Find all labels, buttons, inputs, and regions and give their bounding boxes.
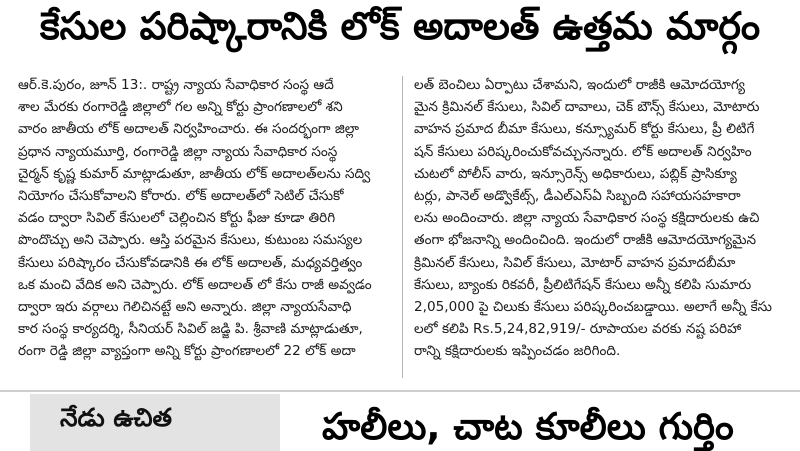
article-left-column (18, 74, 392, 384)
article-right-column (414, 74, 786, 384)
next-article-headline: హలీలు, చాట కూలీలు గుర్తిం (322, 405, 734, 448)
left-column-line: కేసులు పరిష్కారం చేసుకోవడానికి ఈ లోక్ అదాలత్, మధ్యవర్తిత్వం (18, 254, 363, 271)
right-column-line: చుటలో పోలీస్ వారు, ఇన్సూరెన్స్ అధికారులు, పబ్లిక్ ప్రాసిక్యూ (414, 165, 737, 182)
left-column-line: వడం ద్వారా సివిల్ కేసులలో చెల్లించిన కోర్టు ఫీజు కూడా తిరిగి (18, 210, 336, 227)
section-divider (0, 390, 800, 392)
column-divider (402, 76, 403, 378)
left-column-line: వారం జాతీయ లోక్ అదాలత్ నిర్వహించారు. ఈ సందర్భంగా జిల్లా (18, 121, 360, 138)
right-column-line: కేసులు, బ్యాంకు రికవరీ, ప్రీలిటిగేషన్ కేసులు అన్నీ కలిపి సుమారు (414, 276, 752, 293)
right-column-line: తంగా భోజనాన్ని అందించింది. ఇందులో రాజీకి ఆమోదయోగ్యమైన (414, 232, 757, 249)
left-column-line: ఆర్.కె.పురం, జూన్ 13:. రాష్ట్ర న్యాయ సేవాధికార సంస్థ ఆదే (18, 77, 334, 93)
right-column-line: వాహన ప్రమాద బీమా కేసులు, కన్స్యూమర్ కోర్టు కేసులు, ప్రీ లిటిగే (414, 121, 755, 138)
right-column-line: లత్ బెంచిలు ఏర్పాటు చేశామని, ఇందులో రాజీకి ఆమోదయోగ్య (414, 77, 745, 93)
left-column-line: ప్రధాన న్యాయమూర్తి, రంగారెడ్డి జిల్లా న్యాయ సేవాధికార సంస్థ (18, 143, 338, 160)
left-column-line: శాల మేరకు రంగారెడ్డి జిల్లాలో గల అన్ని కోర్టు ప్రాంగణాలలో శని (18, 99, 343, 116)
right-column-line: లను అందించారు. జిల్లా న్యాయ సేవాధికార సంస్థ కక్షిదారులకు ఉచి (414, 210, 760, 227)
left-column-line: నియోగం చేసుకోవాలని కోరారు. లోక్ అదాలత్‌లో సెటిల్ చేసుకో (18, 188, 344, 205)
right-column-line: 2,05,000 పై చిలుకు కేసులు పరిష్కరించబడ్డాయి. అలాగే అన్నీ కేసు (414, 299, 772, 316)
right-column-line: టర్లు, పానెల్ అడ్వొకేట్స్, డీఎల్ఎస్ఏ సిబ్బంది సహాయసహకారా (414, 188, 741, 205)
left-column-line: ద్వారా ఇరు వర్గాలు గెలిచినట్టే అని అన్నారు. జిల్లా న్యాయసేవాధి (18, 299, 352, 316)
left-column-line: పొందొచ్చు అని చెప్పారు. ఆస్తి పరమైన కేసులు, కుటుంబ సమస్యల (18, 232, 363, 249)
left-column-line: కార సంస్థ కార్యదర్శి, సీనియర్ సివిల్ జడ్జి పి. శ్రీవాణి మాట్లాడుతూ, (18, 321, 363, 338)
left-column-line: రంగా రెడ్డి జిల్లా వ్యాప్తంగా అన్ని కోర్టు ప్రాంగణాలలో 22 లోక్ అదా (18, 343, 356, 360)
left-column-line: ఒక మంచి వేదిక అని చెప్పారు. లోక్ అదాలత్ లో కేసు రాజీ అవ్వడం (18, 276, 372, 293)
right-column-line: లలో కలిపి Rs.5,24,82,919/- రూపాయల వరకు నష్ట పరిహా (414, 321, 742, 338)
right-column-line: షన్ కేసులు పరిష్కరించుకోవచ్చునన్నారు. లోక్ అదాలత్ నిర్వహిం (414, 143, 752, 160)
left-column-line: చైర్మన్ కృష్ణ కుమార్ మాట్లాడుతూ, జాతీయ లోక్ అదాలత్‌లను సద్వి (18, 165, 371, 182)
right-column-line: మైన క్రిమినల్ కేసులు, సివిల్ దావాలు, చెక్ బౌన్స్ కేసులు, మోటారు (414, 99, 760, 116)
article-headline: కేసుల పరిష్కారానికి లోక్ అదాలత్ ఉత్తమ మార్గం (39, 4, 761, 48)
right-column-line: క్రిమినల్ కేసులు, సివిల్ కేసులు, మోటార్ వాహన ప్రమాదబీమా (414, 254, 736, 271)
next-article-tag: నేడు ఉచిత (60, 403, 172, 432)
right-column-line: రాన్ని కక్షిదారులకు ఇప్పించడం జరిగింది. (414, 343, 621, 360)
